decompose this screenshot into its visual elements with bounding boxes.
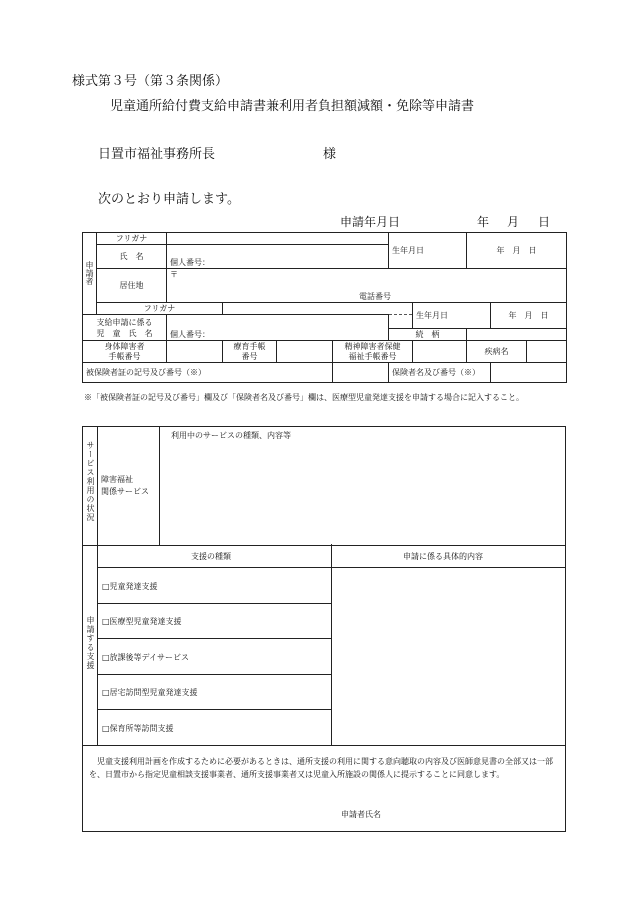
child-furigana-field[interactable] [223,303,413,315]
applicant-furigana-field[interactable] [167,233,389,245]
support-row-line-3 [97,674,331,675]
disease-field[interactable] [527,341,567,363]
physical-cert-field[interactable] [167,341,223,363]
service-usage-cat-divider [159,427,160,545]
service-usage-box [82,426,566,546]
applicant-personal-number-label: 個人番号： [170,258,210,267]
applicant-name-label: 氏 名 [97,245,167,269]
support-row-line-1 [97,603,331,604]
form-title: 児童通所給付費支給申請書兼利用者負担額減額・免除等申請書 [110,99,475,114]
child-name-label [83,315,167,341]
service-category-label-2: 関係サービス [101,487,149,496]
applicant-side-label: 申請者 [85,260,94,285]
support-item-after-school-day-service[interactable]: □放課後等デイサービス [102,653,189,662]
support-detail-field[interactable] [332,568,565,745]
insurer-field[interactable] [491,363,567,383]
form-number: 様式第３号（第３条関係） [72,74,229,89]
apply-date-month: 月 [507,215,520,229]
service-content-label: 利用中のサービスの種類、内容等 [171,431,291,440]
support-item-nursery-visit-support[interactable]: □保育所等訪問支援 [102,724,174,733]
child-personal-number[interactable] [167,315,389,341]
apply-date-label: 申請年月日 [340,215,401,229]
applicant-address-field[interactable] [167,269,567,303]
physical-cert-label-1: 身体障害者 [104,341,145,351]
service-usage-side-label: サービス利用の状況 [86,441,95,522]
child-furigana-label: フリガナ [97,303,223,315]
consent-signature-label: 申請者氏名 [341,810,381,819]
support-side-label: 申請する支援 [86,616,95,670]
applicant-address-label: 居住地 [97,269,167,303]
support-col-type: 支援の種類 [191,552,231,561]
rehab-cert-label [223,341,277,363]
note-text: ※「被保険者証の記号及び番号」欄及び「保険者名及び番号」欄は、医療型児童発達支援を申請する場合に記入すること。 [84,393,524,402]
child-birth-label: 生年月日 [413,303,491,329]
insurer-label: 保険者名及び番号（※） [389,363,491,383]
applicant-side-cell [83,233,97,315]
physical-cert-label-2: 手帳番号 [108,351,141,361]
support-bottom-line [83,745,565,746]
service-category-label-1: 障害福祉 [101,475,133,484]
support-item-child-development[interactable]: □児童発達支援 [102,582,158,591]
intro-text: 次のとおり申請します。 [98,192,240,207]
service-usage-side-divider [97,427,98,545]
mental-cert-label-2: 福祉手帳番号 [348,351,397,361]
applicant-table [82,232,567,383]
support-side-divider [97,544,98,745]
support-row-line-2 [97,638,331,639]
consent-text: 児童支援利用計画を作成するために必要があるときは、通所支援の利用に関する意向聴取の内容及び医師意見書の全部又は一部を、日置市から指定児童相談支援事業者、通所支援事業者又は児童入所施設の関係人に提示することに同意します。 [89,757,553,779]
child-birth-date[interactable]: 年 月 日 [491,303,567,329]
addressee-office: 日置市福祉事務所長 [98,147,216,162]
mental-cert-label [333,341,413,363]
rehab-cert-label-1: 療育手帳 [233,341,266,351]
child-relation-label: 続 柄 [389,329,467,341]
support-col-detail: 申請に係る具体的内容 [403,552,483,561]
physical-cert-label [83,341,167,363]
rehab-cert-label-2: 番号 [241,351,258,361]
child-relation-field[interactable] [467,329,567,341]
support-box [82,544,566,832]
child-name-label-1: 支給申請に係る [96,317,153,327]
support-row-line-4 [97,709,331,710]
applicant-furigana-label: フリガナ [97,233,167,245]
apply-date-year: 年 [477,215,490,229]
apply-date-day: 日 [538,215,551,229]
disease-label: 疾病名 [467,341,527,363]
applicant-personal-number[interactable] [167,245,389,269]
applicant-birth-date[interactable]: 年 月 日 [467,233,567,269]
child-name-label-2: 児 童 氏 名 [96,328,153,338]
support-item-home-visit-child-development[interactable]: □居宅訪問型児童発達支援 [102,688,198,697]
insured-number-field[interactable] [333,363,389,383]
service-category-label [101,474,157,498]
child-personal-number-label: 個人番号： [170,330,210,339]
support-item-medical-child-development[interactable]: □医療型児童発達支援 [102,617,182,626]
applicant-phone-label: 電話番号 [359,292,391,301]
rehab-cert-field[interactable] [277,341,333,363]
mental-cert-field[interactable] [413,341,467,363]
addressee-honorific: 様 [323,147,337,162]
mental-cert-label-1: 精神障害者保健 [344,341,401,351]
applicant-birth-label: 生年月日 [389,233,467,269]
insured-number-label: 被保険者証の記号及び番号（※） [83,363,333,383]
postal-mark: 〒 [170,270,178,279]
